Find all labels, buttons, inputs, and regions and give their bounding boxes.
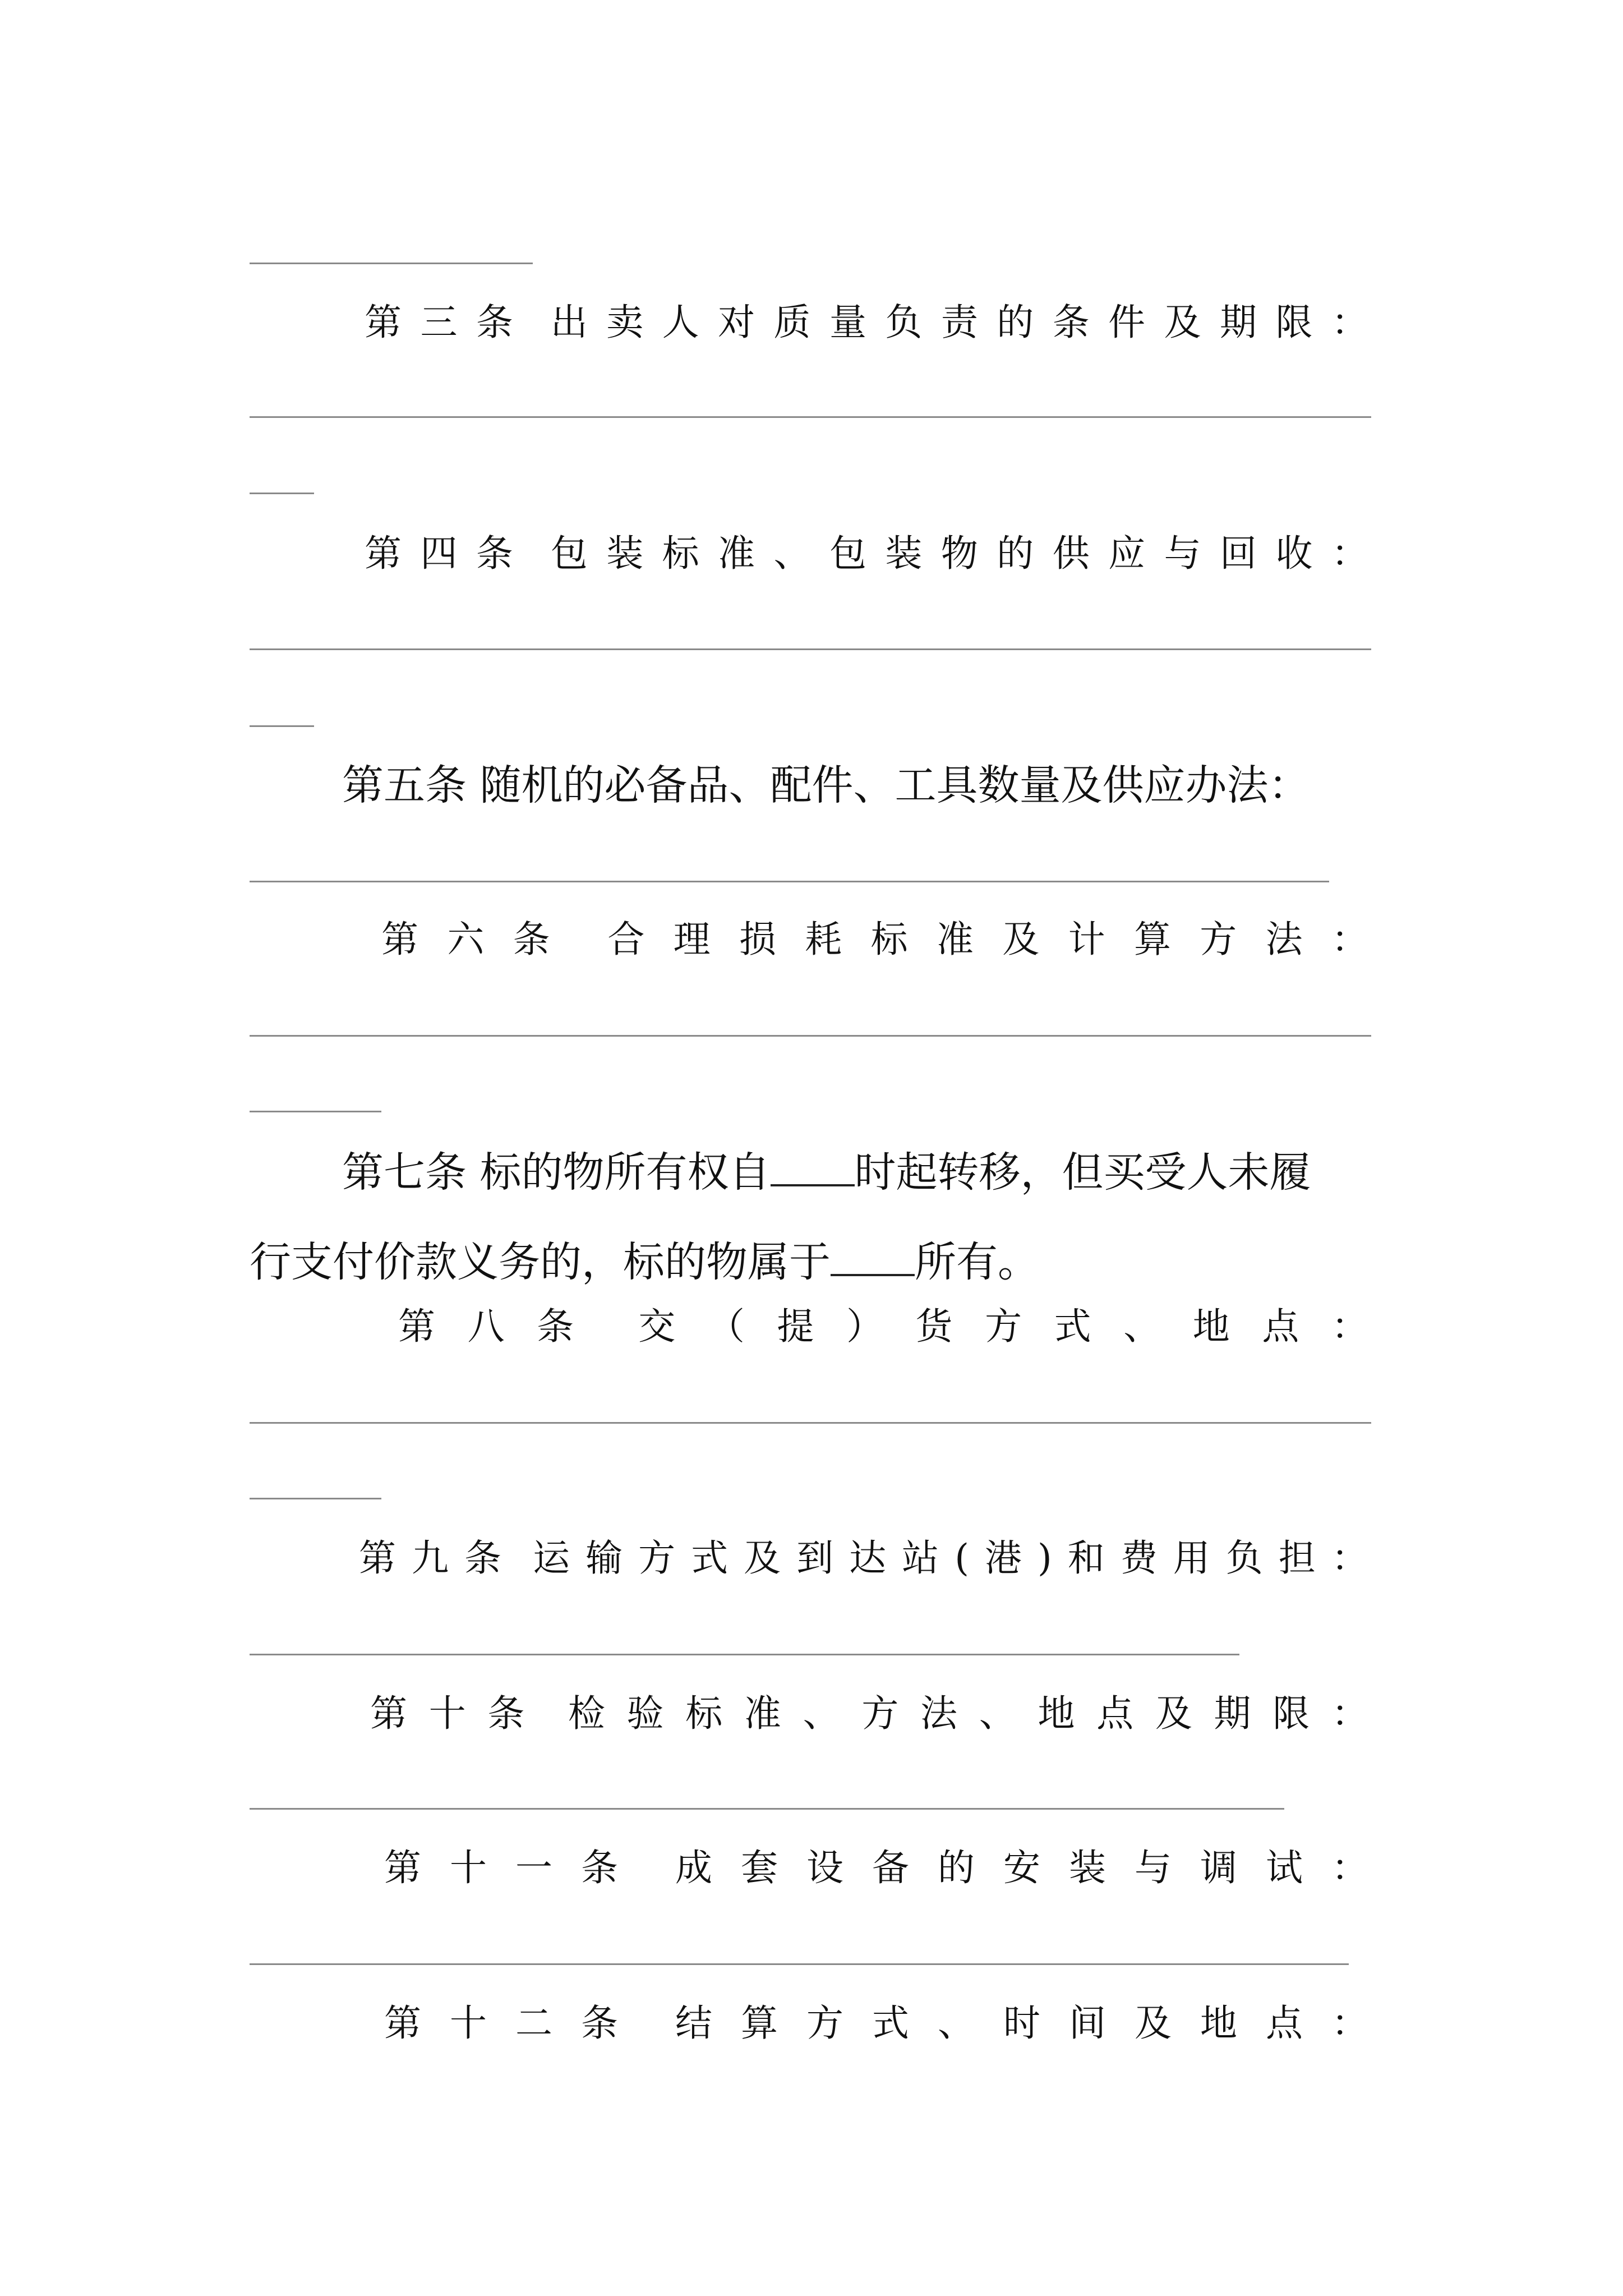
blank-field — [771, 1151, 855, 1186]
fill-line — [250, 648, 1371, 650]
heading-char: 输 — [585, 1536, 623, 1580]
fill-line — [250, 1035, 1371, 1037]
fill-line — [250, 1422, 1371, 1424]
heading-char: 结 — [675, 2001, 712, 2045]
heading-char: ) — [1037, 1536, 1052, 1580]
heading-char: 法 — [1265, 918, 1303, 961]
heading-char: 一 — [515, 1846, 552, 1889]
heading-char: 三 — [420, 301, 458, 344]
heading-char: 计 — [1068, 918, 1105, 961]
heading-char: 到 — [796, 1536, 834, 1580]
heading-char: 式 — [691, 1536, 728, 1580]
heading-char: 标 — [662, 532, 699, 575]
heading-char: 及 — [1002, 918, 1040, 961]
clause-7 — [250, 1128, 1396, 1307]
heading-char: 式 — [1054, 1305, 1091, 1348]
heading-char: 二 — [515, 2001, 552, 2045]
heading-char: 准 — [936, 918, 974, 961]
fill-line — [250, 416, 1371, 418]
heading-char: 达 — [849, 1536, 887, 1580]
heading-char: 标 — [870, 918, 908, 961]
heading-char: 担 — [1278, 1536, 1316, 1580]
fill-line — [250, 1111, 381, 1112]
heading-char: 损 — [739, 918, 776, 961]
clause-7-line-2 — [250, 1217, 1396, 1307]
heading-char: 地 — [1200, 2001, 1237, 2045]
heading-char: 交 — [638, 1305, 676, 1348]
heading-char: 回 — [1220, 532, 1257, 575]
clause-8 — [398, 1301, 1368, 1352]
heading-char: 试 — [1266, 1846, 1303, 1889]
heading-char: 包 — [550, 532, 588, 575]
fill-line — [250, 263, 533, 264]
heading-char: 第 — [359, 1536, 396, 1580]
heading-char: ( — [955, 1536, 969, 1580]
heading-char: 责 — [940, 301, 978, 344]
heading-char: 方 — [1200, 918, 1237, 961]
heading-char: 四 — [420, 532, 458, 575]
heading-char: 和 — [1067, 1536, 1105, 1580]
heading-char: 方 — [638, 1536, 676, 1580]
heading-char: 条 — [464, 1536, 502, 1580]
heading-char: 装 — [1069, 1846, 1106, 1889]
heading-char: 九 — [412, 1536, 449, 1580]
heading-char: 期 — [1220, 301, 1257, 344]
heading-char: 、 — [1123, 1305, 1161, 1348]
clause-11 — [384, 1843, 1368, 1893]
heading-char: 期 — [1214, 1692, 1251, 1735]
heading-char: 第 — [365, 301, 402, 344]
heading-char: 质 — [773, 301, 811, 344]
heading-char: 限 — [1272, 1692, 1310, 1735]
heading-char: ： — [1331, 1692, 1368, 1735]
heading-char: 的 — [997, 301, 1034, 344]
heading-char: 及 — [1155, 1692, 1192, 1735]
heading-char: 包 — [829, 532, 866, 575]
heading-char: 费 — [1120, 1536, 1158, 1580]
clause-5: 第五条 随机的必备品、配件、工具数量及供应办法： — [342, 761, 1310, 809]
heading-char: 条 — [476, 532, 513, 575]
heading-char: ： — [1331, 532, 1368, 575]
heading-char: 第 — [365, 532, 402, 575]
heading-char: 检 — [568, 1692, 605, 1735]
heading-char: 方 — [985, 1305, 1022, 1348]
heading-char: 装 — [606, 532, 644, 575]
heading-char: 点 — [1096, 1692, 1134, 1735]
clause-7-text-c: 行支付价款义务的，标的物属于 — [250, 1238, 831, 1286]
heading-char: （ — [707, 1305, 745, 1348]
heading-char: 点 — [1262, 1305, 1299, 1348]
heading-char: 及 — [1135, 2001, 1172, 2045]
fill-line — [250, 493, 314, 494]
heading-char: 物 — [940, 532, 978, 575]
heading-char: 点 — [1266, 2001, 1303, 2045]
heading-char: ） — [846, 1305, 883, 1348]
heading-char: 算 — [1133, 918, 1171, 961]
heading-char: 地 — [1192, 1305, 1230, 1348]
heading-char: 与 — [1135, 1846, 1172, 1889]
heading-char: 供 — [1052, 532, 1090, 575]
heading-char: 第 — [384, 1846, 421, 1889]
heading-char: 及 — [1164, 301, 1201, 344]
heading-char: 式 — [872, 2001, 909, 2045]
heading-char: ： — [1331, 301, 1368, 344]
heading-char: 对 — [718, 301, 755, 344]
heading-char: 负 — [1225, 1536, 1263, 1580]
heading-char: 验 — [626, 1692, 664, 1735]
fill-line — [250, 1654, 1239, 1655]
heading-char: 、 — [938, 2001, 975, 2045]
heading-char: 提 — [777, 1305, 814, 1348]
heading-char: 限 — [1275, 301, 1313, 344]
heading-char: 、 — [773, 532, 811, 575]
heading-char: 十 — [450, 1846, 487, 1889]
heading-char: 法 — [920, 1692, 958, 1735]
blank-field — [831, 1240, 915, 1276]
heading-char: 出 — [550, 301, 588, 344]
heading-char: ： — [1331, 1846, 1368, 1889]
heading-char: 间 — [1069, 2001, 1106, 2045]
heading-char: 第 — [370, 1692, 407, 1735]
fill-line — [250, 725, 314, 727]
heading-char: 的 — [938, 1846, 975, 1889]
fill-line — [250, 881, 1329, 882]
heading-char: 调 — [1200, 1846, 1237, 1889]
heading-char: 条 — [1052, 301, 1090, 344]
heading-char: 运 — [533, 1536, 570, 1580]
heading-char: 港 — [984, 1536, 1022, 1580]
heading-char: 六 — [447, 918, 485, 961]
heading-char: 的 — [997, 532, 1034, 575]
heading-char: 卖 — [606, 301, 644, 344]
heading-char: ： — [1331, 1305, 1368, 1348]
heading-char: 人 — [662, 301, 699, 344]
clause-7-text-a: 第七条 标的物所有权自 — [342, 1148, 771, 1197]
heading-char: ： — [1331, 2001, 1368, 2045]
heading-char: 时 — [1003, 2001, 1040, 2045]
heading-char: 用 — [1173, 1536, 1210, 1580]
clause-12 — [384, 1998, 1368, 2049]
clause-3 — [365, 297, 1368, 348]
heading-char: 安 — [1003, 1846, 1040, 1889]
heading-char: 设 — [806, 1846, 843, 1889]
clause-10 — [370, 1688, 1368, 1739]
heading-char: 、 — [979, 1692, 1016, 1735]
fill-line — [250, 1963, 1349, 1965]
fill-line — [250, 1498, 381, 1499]
heading-char: 、 — [803, 1692, 840, 1735]
heading-char: 地 — [1038, 1692, 1075, 1735]
heading-char: 准 — [744, 1692, 781, 1735]
heading-char: 第 — [381, 918, 418, 961]
clause-6 — [381, 914, 1368, 965]
heading-char: 标 — [685, 1692, 723, 1735]
heading-char: 方 — [861, 1692, 899, 1735]
heading-char: ： — [1331, 918, 1368, 961]
heading-char: 条 — [537, 1305, 574, 1348]
heading-char: 成 — [675, 1846, 712, 1889]
heading-char: 条 — [513, 918, 550, 961]
heading-char: 收 — [1275, 532, 1313, 575]
heading-char: 条 — [476, 301, 513, 344]
heading-char: 负 — [885, 301, 923, 344]
clause-7-text-d: 所有。 — [915, 1238, 1039, 1286]
heading-char: 条 — [487, 1692, 525, 1735]
heading-char: 货 — [915, 1305, 953, 1348]
heading-char: 第 — [398, 1305, 435, 1348]
heading-char: 应 — [1108, 532, 1146, 575]
heading-char: 方 — [806, 2001, 843, 2045]
heading-char: 套 — [741, 1846, 778, 1889]
heading-char: 条 — [581, 2001, 618, 2045]
heading-char: 备 — [872, 1846, 909, 1889]
heading-char: 十 — [450, 2001, 487, 2045]
clause-7-text-b: 时起转移，但买受人未履 — [854, 1148, 1311, 1197]
heading-char: 合 — [607, 918, 645, 961]
heading-char: 十 — [428, 1692, 466, 1735]
fill-line — [250, 1808, 1284, 1810]
clause-7-line-1 — [250, 1128, 1396, 1217]
heading-char: 耗 — [805, 918, 842, 961]
heading-char: 理 — [673, 918, 711, 961]
heading-char: 量 — [829, 301, 866, 344]
heading-char: 条 — [581, 1846, 618, 1889]
clause-9 — [359, 1533, 1368, 1584]
heading-char: 件 — [1108, 301, 1146, 344]
heading-char: ： — [1331, 1536, 1368, 1580]
heading-char: 装 — [885, 532, 923, 575]
heading-char: 八 — [467, 1305, 505, 1348]
heading-char: 算 — [741, 2001, 778, 2045]
heading-char: 准 — [718, 532, 755, 575]
heading-char: 第 — [384, 2001, 421, 2045]
heading-char: 及 — [744, 1536, 781, 1580]
heading-char: 站 — [902, 1536, 939, 1580]
clause-4 — [365, 528, 1368, 579]
heading-char: 与 — [1164, 532, 1201, 575]
